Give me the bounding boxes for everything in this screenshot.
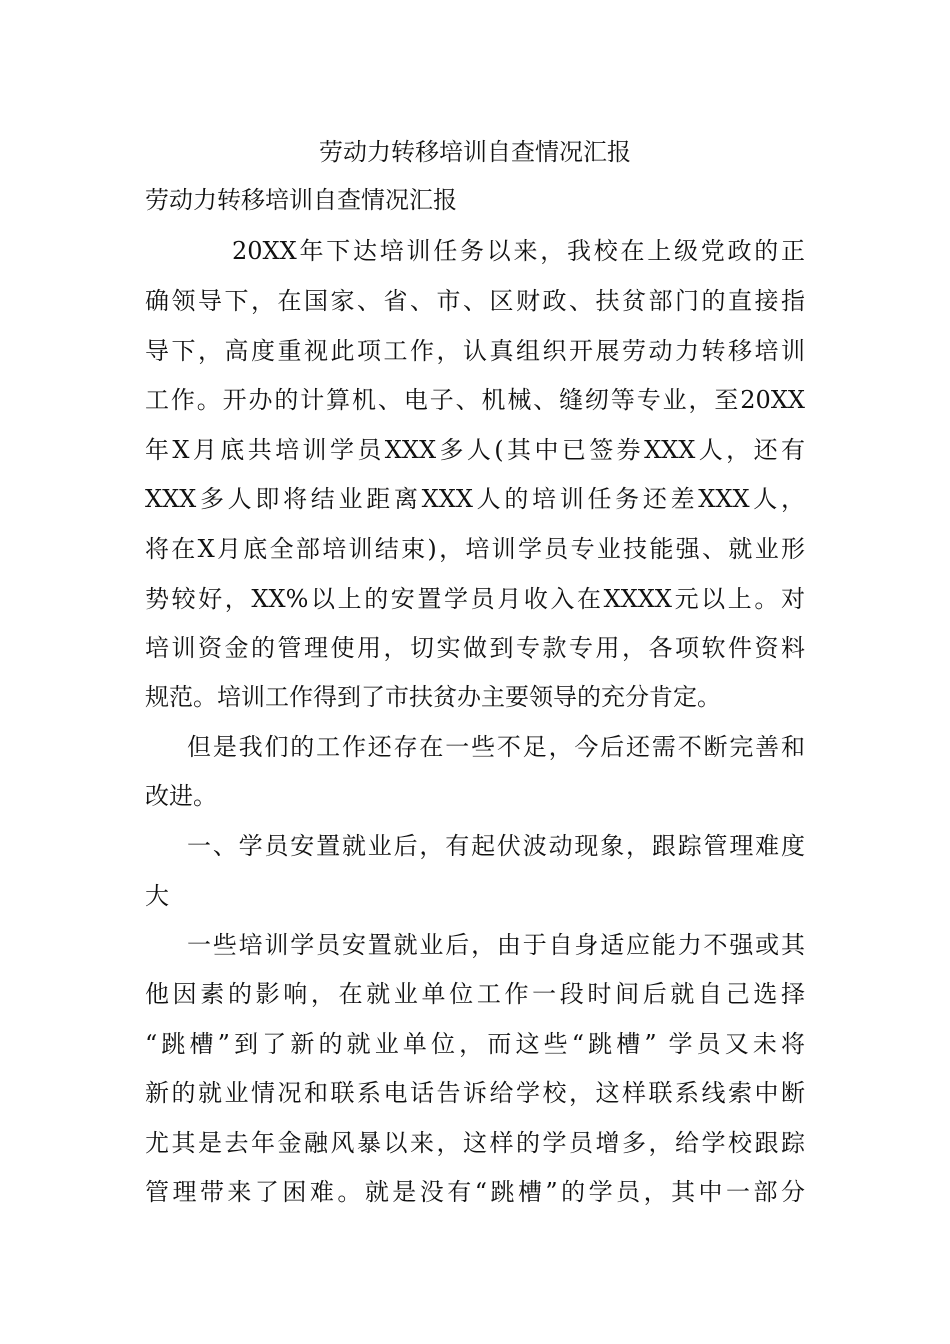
body-line: 新的就业情况和联系电话告诉给学校，这样联系线索中断 bbox=[145, 1079, 805, 1107]
body-line: 20XX年下达培训任务以来，我校在上级党政的正 bbox=[232, 237, 805, 265]
body-line: 一些培训学员安置就业后，由于自身适应能力不强或其 bbox=[187, 931, 805, 959]
body-line: 工作。开办的计算机、电子、机械、缝纫等专业，至20XX bbox=[145, 386, 805, 414]
body-line: 规范。培训工作得到了市扶贫办主要领导的充分肯定。 bbox=[145, 683, 721, 711]
body-line: 培训资金的管理使用，切实做到专款专用，各项软件资料 bbox=[145, 634, 805, 662]
body-line: 管理带来了困难。就是没有“跳槽”的学员，其中一部分 bbox=[145, 1178, 805, 1206]
body-line: 年X月底共培训学员XXX多人(其中已签券XXX人，还有 bbox=[145, 436, 805, 464]
section-heading: 一、学员安置就业后，有起伏波动现象，跟踪管理难度 bbox=[187, 832, 805, 860]
body-line: 确领导下，在国家、省、市、区财政、扶贫部门的直接指 bbox=[145, 287, 805, 315]
body-line: 改进。 bbox=[145, 782, 217, 810]
body-line: “跳槽”到了新的就业单位，而这些“跳槽” 学员又未将 bbox=[145, 1030, 805, 1058]
body-line: XXX多人即将结业距离XXX人的培训任务还差XXX人， bbox=[145, 485, 805, 513]
document-title: 劳动力转移培训自查情况汇报 bbox=[319, 138, 631, 166]
body-line: 导下，高度重视此项工作，认真组织开展劳动力转移培训 bbox=[145, 337, 805, 365]
section-heading: 大 bbox=[145, 882, 169, 910]
body-line: 将在X月底全部培训结束)，培训学员专业技能强、就业形 bbox=[145, 535, 805, 563]
body-line: 尤其是去年金融风暴以来，这样的学员增多，给学校跟踪 bbox=[145, 1129, 805, 1157]
document-subtitle: 劳动力转移培训自查情况汇报 bbox=[145, 186, 457, 214]
body-line: 他因素的影响，在就业单位工作一段时间后就自己选择 bbox=[145, 980, 805, 1008]
body-line: 势较好，XX%以上的安置学员月收入在XXXX元以上。对 bbox=[145, 585, 805, 613]
body-line: 但是我们的工作还存在一些不足，今后还需不断完善和 bbox=[187, 733, 805, 761]
